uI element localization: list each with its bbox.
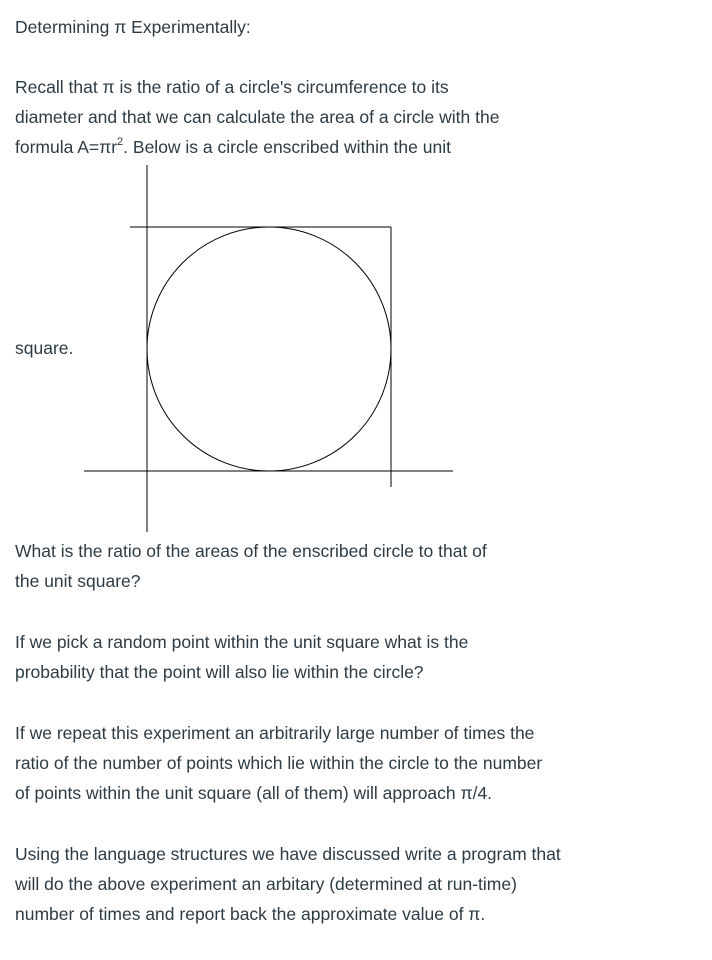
paragraph-3-line-2: ratio of the number of points which lie within the circle to the number (15, 753, 543, 773)
paragraph-3-line-3: of points within the unit square (all of them) will approach π/4. (15, 783, 493, 803)
paragraph-4-line-1: Using the language structures we have discussed write a program that (15, 844, 561, 864)
intro-line-4: square. (15, 338, 74, 358)
paragraph-3-line-1: If we repeat this experiment an arbitrarily large number of times the (15, 723, 535, 743)
circle-in-square-figure (80, 160, 460, 536)
question-1-line-1: What is the ratio of the areas of the enscribed circle to that of (15, 541, 487, 561)
intro-line-1: Recall that π is the ratio of a circle's circumference to its (15, 77, 449, 97)
question-2-line-1: If we pick a random point within the unit square what is the (15, 632, 469, 652)
paragraph-4-line-2: will do the above experiment an arbitary (determined at run-time) (15, 874, 517, 894)
enscribed-circle (147, 227, 391, 471)
page-title: Determining π Experimentally: (15, 17, 251, 37)
formula-exponent: 2 (117, 136, 124, 149)
question-2-line-2: probability that the point will also lie within the circle? (15, 662, 424, 682)
intro-line-3-suffix: . Below is a circle enscribed within the unit (123, 137, 451, 157)
paragraph-4-line-3: number of times and report back the approximate value of π. (15, 904, 486, 924)
intro-line-2: diameter and that we can calculate the area of a circle with the (15, 107, 500, 127)
intro-line-3 (15, 132, 451, 162)
question-1-line-2: the unit square? (15, 571, 141, 591)
formula-text: formula A=πr (15, 137, 118, 157)
